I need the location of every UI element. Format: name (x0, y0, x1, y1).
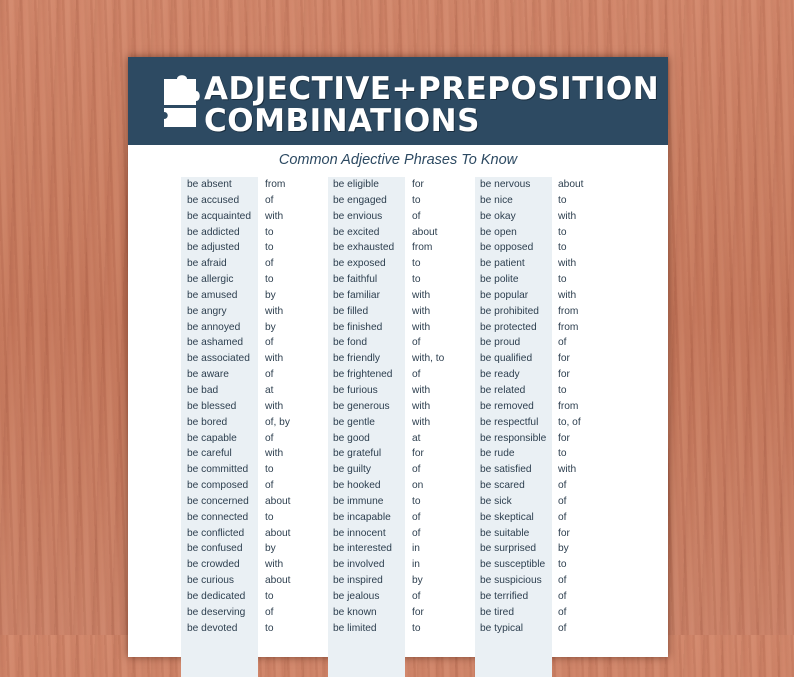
preposition: with (265, 448, 284, 460)
adjective-phrase: be engaged (333, 194, 387, 206)
adjective-phrase: be sick (480, 495, 512, 507)
adjective-phrase: be open (480, 226, 517, 238)
adjective-phrase: be friendly (333, 353, 381, 365)
preposition-column-3 (555, 177, 584, 636)
preposition: about (412, 226, 438, 238)
adjective-phrase: be prohibited (480, 305, 539, 317)
adjective-column-2 (328, 177, 394, 636)
preposition: with (412, 384, 431, 396)
preposition: with (412, 416, 431, 428)
preposition: with (265, 353, 284, 365)
preposition: in (412, 559, 420, 571)
adjective-phrase: be fond (333, 337, 367, 349)
preposition: of (412, 511, 421, 523)
adjective-phrase: be susceptible (480, 559, 546, 571)
preposition: to (412, 194, 421, 206)
adjective-phrase: be protected (480, 321, 537, 333)
preposition: with (265, 400, 284, 412)
adjective-phrase: be amused (187, 289, 238, 301)
adjective-phrase: be adjusted (187, 242, 240, 254)
adjective-phrase: be terrified (480, 590, 529, 602)
adjective-phrase: be capable (187, 432, 237, 444)
adjective-phrase: be guilty (333, 464, 371, 476)
worksheet-page (128, 57, 668, 657)
adjective-phrase: be immune (333, 495, 384, 507)
preposition: to (265, 511, 274, 523)
preposition: with (265, 305, 284, 317)
preposition: to (558, 384, 567, 396)
adjective-phrase: be grateful (333, 448, 382, 460)
preposition: of (558, 495, 567, 507)
preposition: for (412, 179, 424, 190)
adjective-phrase: be connected (187, 511, 249, 523)
adjective-phrase: be interested (333, 543, 392, 555)
preposition: to (265, 242, 274, 254)
adjective-phrase: be hooked (333, 480, 381, 492)
preposition: to (265, 464, 274, 476)
preposition: to (412, 495, 421, 507)
preposition-column-2 (409, 177, 444, 636)
preposition: with (412, 289, 431, 301)
preposition: from (558, 400, 579, 412)
adjective-phrase: be finished (333, 321, 383, 333)
adjective-phrase: be polite (480, 274, 519, 286)
preposition: to (412, 622, 421, 634)
preposition: to (558, 226, 567, 238)
preposition: to (558, 274, 567, 286)
adjective-phrase: be crowded (187, 559, 240, 571)
preposition: to (412, 258, 421, 270)
title-line-2: COMBINATIONS (204, 103, 480, 139)
adjective-phrase: be typical (480, 622, 524, 634)
preposition: of (558, 606, 567, 618)
adjective-phrase: be okay (480, 210, 516, 222)
preposition: of (265, 194, 274, 206)
preposition: of (558, 622, 567, 634)
preposition: with, to (412, 353, 445, 365)
adjective-phrase: be eligible (333, 179, 379, 190)
adjective-phrase: be satisfied (480, 464, 532, 476)
adjective-phrase: be popular (480, 289, 529, 301)
preposition: of, by (265, 416, 290, 428)
preposition: about (265, 527, 291, 539)
preposition: of (558, 575, 567, 587)
adjective-phrase: be composed (187, 480, 249, 492)
preposition: to (558, 242, 567, 254)
title-banner (128, 57, 668, 145)
preposition: to (558, 448, 567, 460)
preposition: by (265, 289, 276, 301)
preposition: of (412, 369, 421, 381)
adjective-phrase: be allergic (187, 274, 234, 286)
adjective-phrase: be associated (187, 353, 250, 365)
puzzle-piece-icon (162, 75, 202, 131)
preposition: for (558, 527, 570, 539)
preposition: of (558, 337, 567, 349)
preposition: from (265, 179, 286, 190)
preposition: at (265, 384, 274, 396)
adjective-phrase: be jealous (333, 590, 380, 602)
adjective-phrase: be deserving (187, 606, 246, 618)
adjective-phrase: be committed (187, 464, 249, 476)
preposition: of (412, 464, 421, 476)
preposition: from (412, 242, 433, 254)
adjective-phrase: be limited (333, 622, 377, 634)
adjective-phrase: be angry (187, 305, 227, 317)
adjective-column-3 (475, 177, 546, 636)
adjective-phrase: be confused (187, 543, 243, 555)
preposition: to (265, 622, 274, 634)
preposition: of (265, 337, 274, 349)
adjective-phrase: be aware (187, 369, 229, 381)
adjective-phrase: be concerned (187, 495, 249, 507)
adjective-phrase: be removed (480, 400, 534, 412)
preposition: from (558, 321, 579, 333)
adjective-phrase: be excited (333, 226, 380, 238)
preposition: by (558, 543, 569, 555)
adjective-phrase: be nice (480, 194, 513, 206)
adjective-phrase: be ashamed (187, 337, 244, 349)
adjective-phrase: be addicted (187, 226, 240, 238)
preposition: of (412, 210, 421, 222)
preposition: of (265, 480, 274, 492)
adjective-column-1 (182, 177, 251, 636)
preposition: for (558, 432, 570, 444)
adjective-phrase: be frightened (333, 369, 393, 381)
adjective-phrase: be dedicated (187, 590, 246, 602)
adjective-phrase: be curious (187, 575, 235, 587)
preposition: by (265, 321, 276, 333)
preposition: with (412, 321, 431, 333)
preposition: at (412, 432, 421, 444)
preposition: on (412, 480, 424, 492)
adjective-phrase: be careful (187, 448, 232, 460)
adjective-phrase: be suitable (480, 527, 530, 539)
preposition: about (558, 179, 584, 190)
adjective-phrase: be devoted (187, 622, 238, 634)
preposition: with (558, 464, 577, 476)
adjective-phrase: be proud (480, 337, 521, 349)
adjective-phrase: be innocent (333, 527, 386, 539)
adjective-phrase: be related (480, 384, 526, 396)
preposition: about (265, 575, 291, 587)
adjective-phrase: be bad (187, 384, 219, 396)
preposition: of (412, 527, 421, 539)
adjective-phrase: be incapable (333, 511, 391, 523)
adjective-phrase: be conflicted (187, 527, 245, 539)
adjective-phrase: be skeptical (480, 511, 534, 523)
preposition: in (412, 543, 420, 555)
preposition: to, of (558, 416, 581, 428)
preposition: of (265, 258, 274, 270)
adjective-phrase: be surprised (480, 543, 537, 555)
adjective-phrase: be tired (480, 606, 514, 618)
preposition: to (558, 194, 567, 206)
preposition: of (265, 432, 274, 444)
preposition-column-1 (262, 177, 291, 636)
adjective-phrase: be involved (333, 559, 385, 571)
adjective-phrase: be envious (333, 210, 383, 222)
adjective-phrase: be gentle (333, 416, 375, 428)
preposition: of (558, 511, 567, 523)
preposition: for (412, 606, 424, 618)
adjective-phrase: be nervous (480, 179, 531, 190)
preposition: by (412, 575, 423, 587)
adjective-phrase: be qualified (480, 353, 533, 365)
preposition: with (265, 210, 284, 222)
adjective-phrase: be furious (333, 384, 378, 396)
adjective-phrase: be exposed (333, 258, 386, 270)
adjective-phrase: be suspicious (480, 575, 542, 587)
adjective-phrase: be inspired (333, 575, 383, 587)
adjective-phrase: be acquainted (187, 210, 252, 222)
adjective-phrase: be rude (480, 448, 515, 460)
adjective-phrase: be opposed (480, 242, 534, 254)
preposition: with (558, 258, 577, 270)
adjective-phrase: be absent (187, 179, 232, 190)
preposition: to (265, 590, 274, 602)
preposition: with (558, 210, 577, 222)
preposition: for (412, 448, 424, 460)
adjective-phrase: be familiar (333, 289, 380, 301)
title-line-1: ADJECTIVE+PREPOSITION (204, 71, 660, 107)
adjective-phrase: be respectful (480, 416, 539, 428)
preposition: with (265, 559, 284, 571)
preposition: of (558, 590, 567, 602)
subtitle: Common Adjective Phrases To Know (278, 152, 518, 168)
preposition: of (412, 590, 421, 602)
adjective-phrase: be ready (480, 369, 520, 381)
adjective-phrase: be accused (187, 194, 240, 206)
adjective-phrase: be scared (480, 480, 525, 492)
preposition: with (412, 305, 431, 317)
adjective-phrase: be annoyed (187, 321, 241, 333)
preposition: to (412, 274, 421, 286)
preposition: of (558, 480, 567, 492)
preposition: with (412, 400, 431, 412)
preposition: of (265, 606, 274, 618)
adjective-phrase: be exhausted (333, 242, 395, 254)
preposition: to (265, 226, 274, 238)
adjective-phrase: be faithful (333, 274, 378, 286)
preposition: from (558, 305, 579, 317)
preposition: of (265, 369, 274, 381)
preposition: for (558, 353, 570, 365)
adjective-phrase: be patient (480, 258, 525, 270)
preposition: for (558, 369, 570, 381)
preposition: by (265, 543, 276, 555)
adjective-phrase: be bored (187, 416, 228, 428)
adjective-phrase: be responsible (480, 432, 547, 444)
preposition: to (265, 274, 274, 286)
preposition: of (412, 337, 421, 349)
adjective-phrase: be blessed (187, 400, 237, 412)
preposition: with (558, 289, 577, 301)
preposition: about (265, 495, 291, 507)
preposition: to (558, 559, 567, 571)
adjective-phrase: be generous (333, 400, 390, 412)
adjective-phrase: be known (333, 606, 377, 618)
adjective-phrase: be filled (333, 305, 369, 317)
adjective-phrase: be good (333, 432, 370, 444)
adjective-phrase: be afraid (187, 258, 227, 270)
